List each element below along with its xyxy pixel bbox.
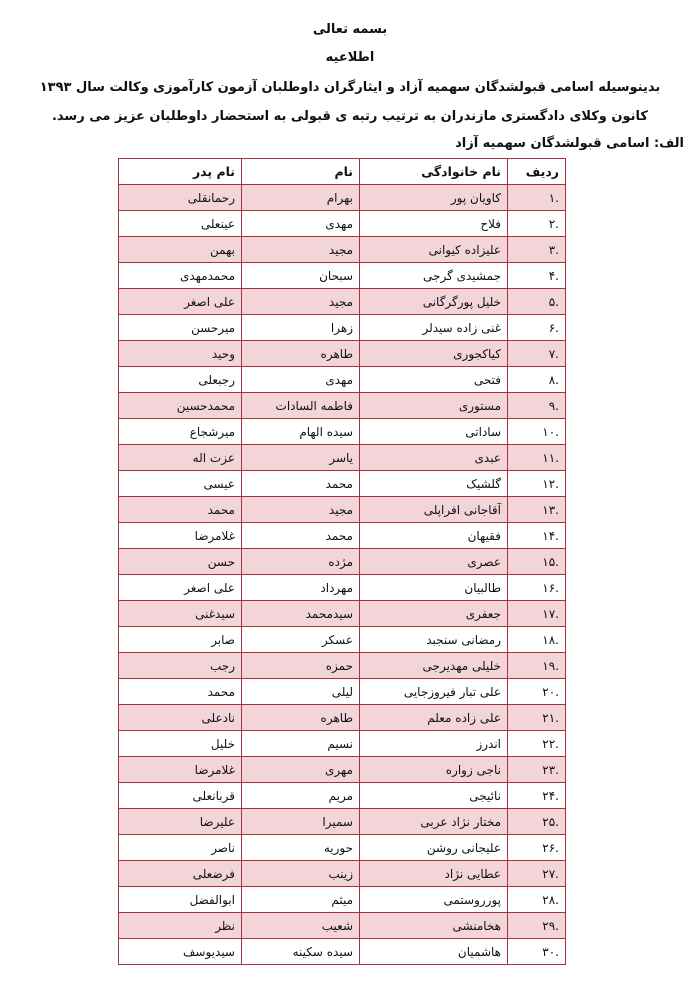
father-name-cell: علی اصغر: [119, 289, 242, 315]
row-number-cell: .۲۶: [508, 835, 566, 861]
father-name-cell: محمد: [119, 679, 242, 705]
father-name-cell: ناصر: [119, 835, 242, 861]
first-name-cell: محمد: [242, 523, 360, 549]
father-name-cell: رحمانقلی: [119, 185, 242, 211]
table-header-row: [119, 159, 566, 185]
row-number-cell: .۱۸: [508, 627, 566, 653]
table-row: [119, 809, 566, 835]
last-name-cell: پورروستمی: [360, 887, 508, 913]
row-number-cell: .۵: [508, 289, 566, 315]
father-name-cell: میرشجاع: [119, 419, 242, 445]
table-row: [119, 835, 566, 861]
father-name-cell: محمد: [119, 497, 242, 523]
first-name-cell: سیدمحمد: [242, 601, 360, 627]
table-row: [119, 679, 566, 705]
father-name-cell: فرضعلی: [119, 861, 242, 887]
father-name-cell: نادعلی: [119, 705, 242, 731]
father-name-cell: محمدحسین: [119, 393, 242, 419]
first-name-cell: مجید: [242, 237, 360, 263]
first-name-cell: یاسر: [242, 445, 360, 471]
row-number-cell: .۸: [508, 367, 566, 393]
table-row: [119, 627, 566, 653]
first-name-cell: مجید: [242, 497, 360, 523]
last-name-cell: فلاح: [360, 211, 508, 237]
first-name-cell: حوریه: [242, 835, 360, 861]
last-name-cell: جعفری: [360, 601, 508, 627]
table-body: [119, 185, 566, 965]
table-row: [119, 783, 566, 809]
last-name-cell: علی زاده معلم: [360, 705, 508, 731]
father-name-cell: غلامرضا: [119, 757, 242, 783]
row-number-cell: .۱۵: [508, 549, 566, 575]
row-number-cell: .۳: [508, 237, 566, 263]
first-name-cell: لیلی: [242, 679, 360, 705]
row-number-cell: .۲۰: [508, 679, 566, 705]
table-row: [119, 341, 566, 367]
row-number-cell: .۳۰: [508, 939, 566, 965]
table-row: [119, 757, 566, 783]
table-row: [119, 393, 566, 419]
father-name-cell: وحید: [119, 341, 242, 367]
first-name-cell: طاهره: [242, 341, 360, 367]
father-name-cell: سیدغنی: [119, 601, 242, 627]
last-name-cell: فقیهان: [360, 523, 508, 549]
last-name-cell: عصری: [360, 549, 508, 575]
row-number-cell: .۱۲: [508, 471, 566, 497]
last-name-cell: علیزاده کیوانی: [360, 237, 508, 263]
last-name-cell: جمشیدی گرجی: [360, 263, 508, 289]
last-name-cell: گلشیک: [360, 471, 508, 497]
table-row: [119, 367, 566, 393]
row-number-cell: .۱۳: [508, 497, 566, 523]
table-row: [119, 185, 566, 211]
section-title: الف: اسامی قبولشدگان سهمیه آزاد: [455, 136, 684, 151]
last-name-cell: اندرز: [360, 731, 508, 757]
row-number-cell: .۱۴: [508, 523, 566, 549]
father-name-cell: صابر: [119, 627, 242, 653]
bismillah-heading: بسمه تعالی: [312, 22, 388, 37]
table-row: [119, 211, 566, 237]
row-number-cell: .۲۸: [508, 887, 566, 913]
father-name-cell: غلامرضا: [119, 523, 242, 549]
father-name-cell: محمدمهدی: [119, 263, 242, 289]
table-row: [119, 523, 566, 549]
first-name-cell: مجید: [242, 289, 360, 315]
table-row: [119, 419, 566, 445]
last-name-cell: رمضانی سنجبد: [360, 627, 508, 653]
father-name-cell: حسن: [119, 549, 242, 575]
last-name-cell: کاویان پور: [360, 185, 508, 211]
father-name-cell: میرحسن: [119, 315, 242, 341]
table-row: [119, 289, 566, 315]
father-name-cell: رجبعلی: [119, 367, 242, 393]
first-name-cell: طاهره: [242, 705, 360, 731]
table-row: [119, 601, 566, 627]
table-row: [119, 939, 566, 965]
father-name-cell: ابوالفضل: [119, 887, 242, 913]
last-name-cell: هخامنشی: [360, 913, 508, 939]
table-row: [119, 263, 566, 289]
last-name-cell: علیجانی روشن: [360, 835, 508, 861]
first-name-cell: سیده سکینه: [242, 939, 360, 965]
accepted-candidates-table: [119, 158, 566, 965]
father-name-cell: قربانعلی: [119, 783, 242, 809]
father-name-cell: خلیل: [119, 731, 242, 757]
row-number-cell: .۴: [508, 263, 566, 289]
father-name-cell: علیرضا: [119, 809, 242, 835]
row-number-cell: .۱۰: [508, 419, 566, 445]
first-name-cell: سیده الهام: [242, 419, 360, 445]
first-name-cell: محمد: [242, 471, 360, 497]
first-name-cell: مهرداد: [242, 575, 360, 601]
row-number-cell: .۲۴: [508, 783, 566, 809]
table-row: [119, 705, 566, 731]
father-name-cell: عینعلی: [119, 211, 242, 237]
first-name-cell: حمزه: [242, 653, 360, 679]
last-name-cell: خلیلی مهدیرجی: [360, 653, 508, 679]
last-name-cell: هاشمیان: [360, 939, 508, 965]
column-header-last-name: نام خانوادگی: [360, 159, 508, 185]
last-name-cell: ساداتی: [360, 419, 508, 445]
intro-paragraph-line-2: کانون وکلای دادگستری مازندران به ترتیب رتبه ی قبولی به استحضار داوطلبان عزیز می رسد.: [51, 109, 648, 124]
table-row: [119, 913, 566, 939]
table-row: [119, 497, 566, 523]
table-row: [119, 445, 566, 471]
father-name-cell: رجب: [119, 653, 242, 679]
column-header-father-name: نام پدر: [119, 159, 242, 185]
first-name-cell: سمیرا: [242, 809, 360, 835]
column-header-first-name: نام: [242, 159, 360, 185]
row-number-cell: .۱۷: [508, 601, 566, 627]
row-number-cell: .۲۱: [508, 705, 566, 731]
row-number-cell: .۲: [508, 211, 566, 237]
row-number-cell: .۱: [508, 185, 566, 211]
first-name-cell: بهرام: [242, 185, 360, 211]
first-name-cell: زهرا: [242, 315, 360, 341]
father-name-cell: علی اصغر: [119, 575, 242, 601]
table-row: [119, 575, 566, 601]
last-name-cell: علی تبار فیروزجایی: [360, 679, 508, 705]
row-number-cell: .۲۳: [508, 757, 566, 783]
first-name-cell: عسکر: [242, 627, 360, 653]
first-name-cell: نسیم: [242, 731, 360, 757]
row-number-cell: .۲۵: [508, 809, 566, 835]
table-row: [119, 549, 566, 575]
announcement-title: اطلاعیه: [325, 50, 375, 65]
last-name-cell: ناجی زواره: [360, 757, 508, 783]
row-number-cell: .۶: [508, 315, 566, 341]
father-name-cell: سیدیوسف: [119, 939, 242, 965]
first-name-cell: مریم: [242, 783, 360, 809]
table-row: [119, 315, 566, 341]
first-name-cell: مهری: [242, 757, 360, 783]
row-number-cell: .۲۹: [508, 913, 566, 939]
father-name-cell: عیسی: [119, 471, 242, 497]
row-number-cell: .۲۲: [508, 731, 566, 757]
father-name-cell: بهمن: [119, 237, 242, 263]
first-name-cell: سبحان: [242, 263, 360, 289]
column-header-row-number: ردیف: [508, 159, 566, 185]
last-name-cell: نائیجی: [360, 783, 508, 809]
last-name-cell: عطایی نژاد: [360, 861, 508, 887]
table-row: [119, 731, 566, 757]
last-name-cell: فتحی: [360, 367, 508, 393]
row-number-cell: .۲۷: [508, 861, 566, 887]
last-name-cell: مختار نژاد عربی: [360, 809, 508, 835]
first-name-cell: مهدی: [242, 211, 360, 237]
table-row: [119, 861, 566, 887]
table-row: [119, 653, 566, 679]
last-name-cell: طالبیان: [360, 575, 508, 601]
table-row: [119, 887, 566, 913]
last-name-cell: خلیل پورگرگانی: [360, 289, 508, 315]
last-name-cell: عبدی: [360, 445, 508, 471]
last-name-cell: غنی زاده سیدلر: [360, 315, 508, 341]
first-name-cell: شعیب: [242, 913, 360, 939]
first-name-cell: زینب: [242, 861, 360, 887]
last-name-cell: آقاجانی افراپلی: [360, 497, 508, 523]
row-number-cell: .۷: [508, 341, 566, 367]
intro-paragraph-line-1: بدینوسیله اسامی قبولشدگان سهمیه آزاد و ایثارگران داوطلبان آزمون کارآموزی وکالت سال ۱۳۹۳: [39, 80, 661, 95]
first-name-cell: مژده: [242, 549, 360, 575]
first-name-cell: میثم: [242, 887, 360, 913]
last-name-cell: مستوری: [360, 393, 508, 419]
first-name-cell: مهدی: [242, 367, 360, 393]
table-row: [119, 471, 566, 497]
last-name-cell: کیاکجوری: [360, 341, 508, 367]
row-number-cell: .۱۶: [508, 575, 566, 601]
row-number-cell: .۱۱: [508, 445, 566, 471]
father-name-cell: عزت اله: [119, 445, 242, 471]
row-number-cell: .۹: [508, 393, 566, 419]
table-row: [119, 237, 566, 263]
row-number-cell: .۱۹: [508, 653, 566, 679]
first-name-cell: فاطمه السادات: [242, 393, 360, 419]
father-name-cell: نظر: [119, 913, 242, 939]
